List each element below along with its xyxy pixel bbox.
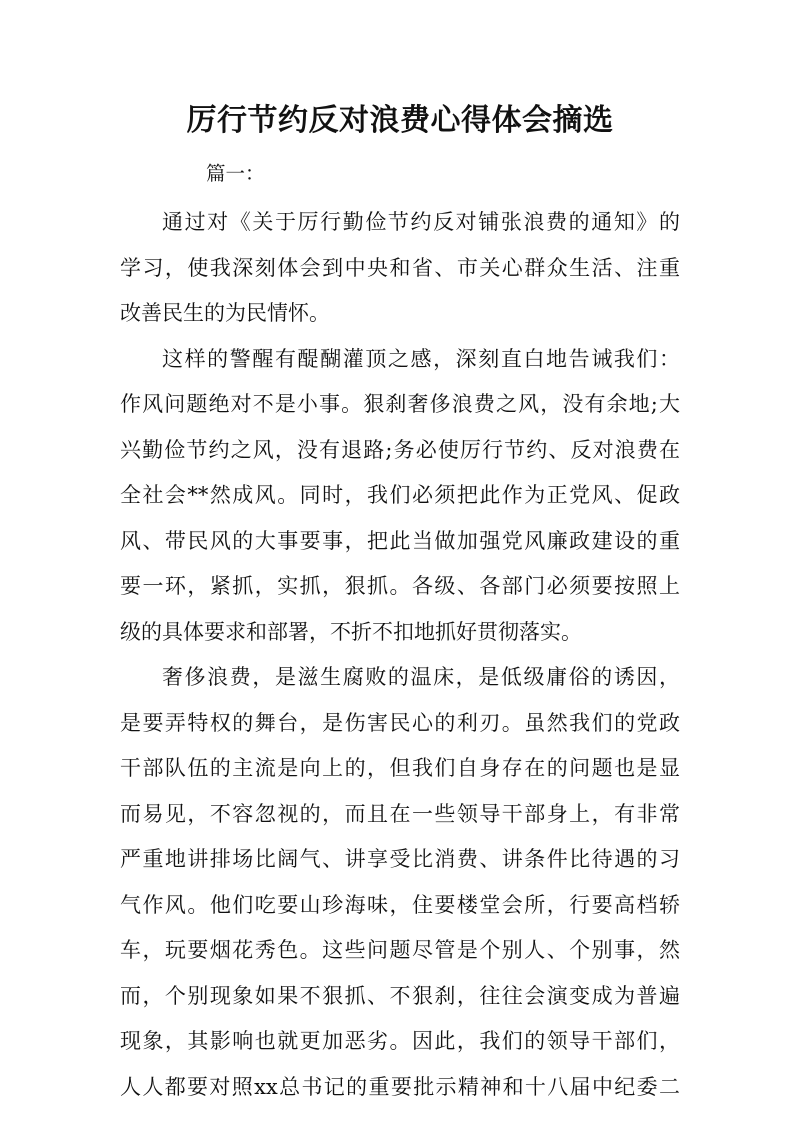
text-line: 兴勤俭节约之风，没有退路;务必使厉行节约、反对浪费在 [120, 437, 680, 462]
text-line: 要一环，紧抓，实抓，狠抓。各级、各部门必须要按照上 [120, 574, 680, 598]
text-line: 车，玩要烟花秀色。这些问题尽管是个别人、个别事，然 [120, 938, 680, 962]
section-label: 篇一： [206, 162, 265, 185]
text-line: 严重地讲排场比阔气、讲享受比消费、讲条件比待遇的习 [120, 847, 680, 871]
text-line: 现象，其影响也就更加恶劣。因此，我们的领导干部们， [120, 1029, 680, 1053]
text-line: 人人都要对照xx总书记的重要批示精神和十八届中纪委二 [120, 1074, 680, 1099]
text-line: 是要弄特权的舞台，是伤害民心的利刃。虽然我们的党政 [120, 710, 680, 735]
text-line: 气作风。他们吃要山珍海味，住要楼堂会所，行要高档轿 [120, 892, 680, 917]
text-line: 级的具体要求和部署，不折不扣地抓好贯彻落实。 [120, 619, 582, 644]
text-line: 作风问题绝对不是小事。狠刹奢侈浪费之风，没有余地;大 [120, 392, 680, 416]
text-line: 而，个别现象如果不狠抓、不狠刹，往往会演变成为普遍 [120, 983, 680, 1008]
text-line: 全社会**然成风。同时，我们必须把此作为正党风、促政 [120, 483, 680, 507]
text-line: 而易见，不容忽视的，而且在一些领导干部身上，有非常 [120, 801, 680, 826]
text-line: 风、带民风的大事要事，把此当做加强党风廉政建设的重 [120, 528, 680, 553]
document-body [120, 200, 680, 1110]
document-title: 厉行节约反对浪费心得体会摘选 [186, 103, 614, 138]
text-line: 干部队伍的主流是向上的，但我们自身存在的问题也是显 [120, 756, 680, 780]
text-line: 通过对《关于厉行勤俭节约反对铺张浪费的通知》的 [162, 210, 680, 234]
text-line: 奢侈浪费，是滋生腐败的温床，是低级庸俗的诱因， [162, 665, 680, 689]
text-line: 学习，使我深刻体会到中央和省、市关心群众生活、注重 [120, 255, 680, 280]
text-line: 这样的警醒有醍醐灌顶之感，深刻直白地告诫我们： [162, 346, 680, 371]
text-line: 改善民生的为民情怀。 [120, 301, 330, 325]
